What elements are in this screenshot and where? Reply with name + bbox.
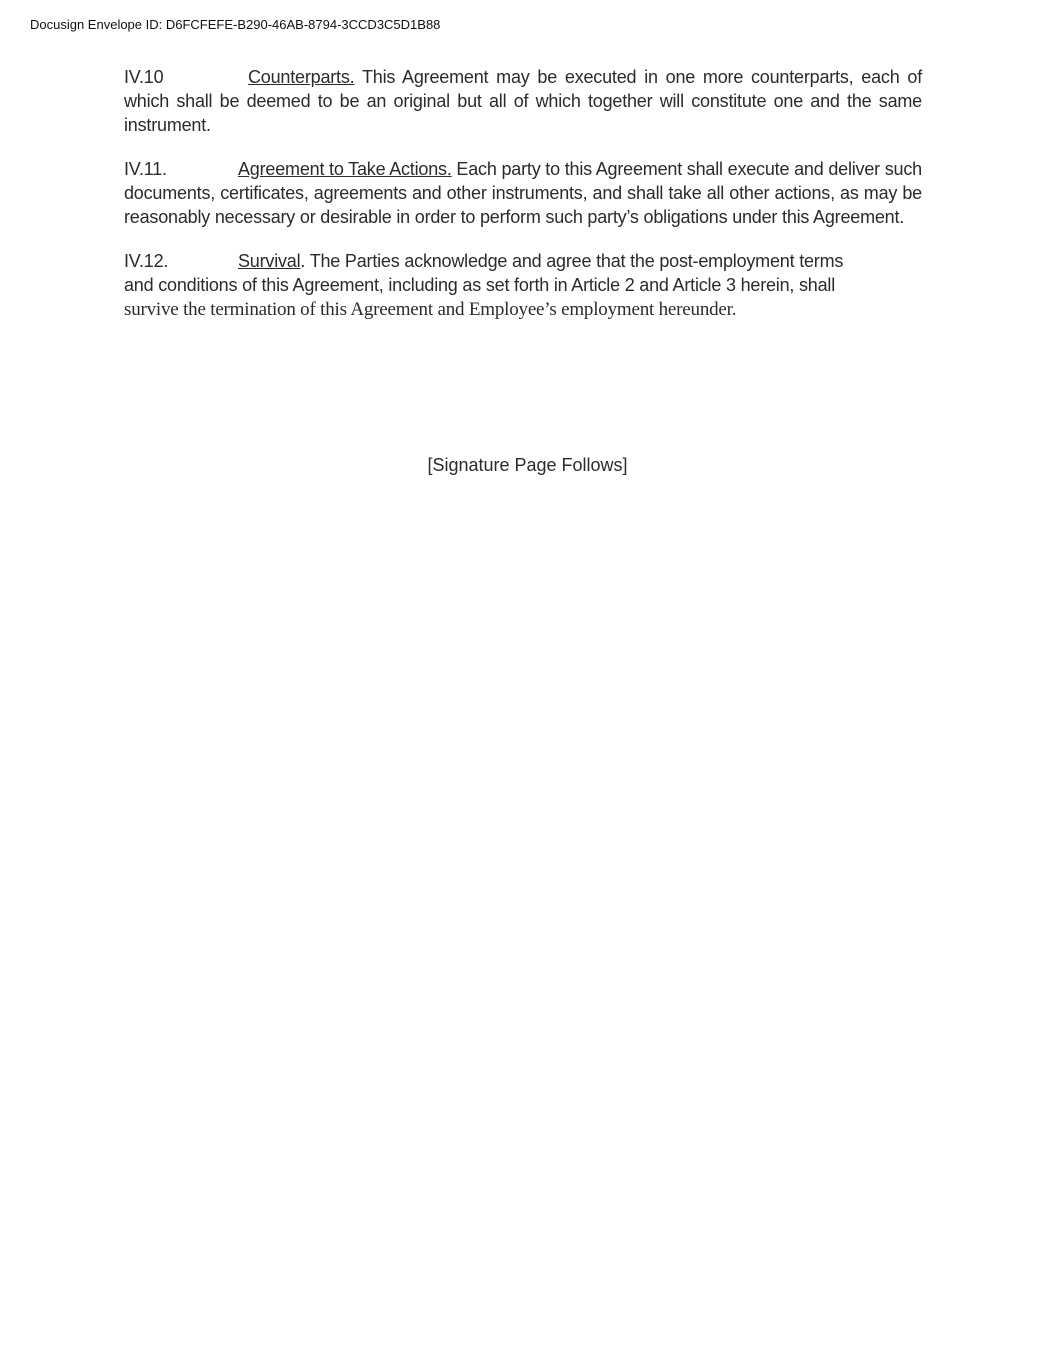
section-paragraph	[124, 249, 872, 322]
section-number: IV.11.	[124, 159, 167, 179]
section-text-serif: survive the termination of this Agreement and Employee’s employment hereunder.	[124, 299, 737, 320]
docusign-envelope-id: Docusign Envelope ID: D6FCFEFE-B290-46AB-8794-3CCD3C5D1B88	[30, 17, 441, 32]
section-text: This Agreement may be executed in one more counterparts, each of which shall be deemed to be an original but all of which together will constitute one and the same instrument.	[124, 67, 922, 135]
section-heading: Agreement to Take Actions.	[238, 159, 452, 179]
section-heading: Counterparts.	[248, 67, 355, 87]
section-number: IV.12.	[124, 251, 169, 271]
section-counterparts	[124, 65, 922, 137]
section-agreement-to-take-actions	[124, 157, 922, 229]
section-survival	[124, 249, 922, 322]
section-number: IV.10	[124, 67, 164, 87]
section-text: Each party to this Agreement shall execute and deliver such documents, certificates, agreements and other instruments, and shall take all other actions, as may be reasonably necessary or desirable in order to perform such party’s obligations under this Agreement.	[124, 159, 922, 227]
section-text: . The Parties acknowledge and agree that the post-employment terms and conditions of this Agreement, including as set forth in Article 2 and Article 3 herein, shall	[124, 251, 844, 295]
signature-page-note: [Signature Page Follows]	[427, 455, 628, 475]
section-paragraph	[124, 157, 922, 229]
section-paragraph	[124, 65, 922, 137]
section-heading: Survival	[238, 251, 301, 271]
document-body	[124, 65, 922, 342]
